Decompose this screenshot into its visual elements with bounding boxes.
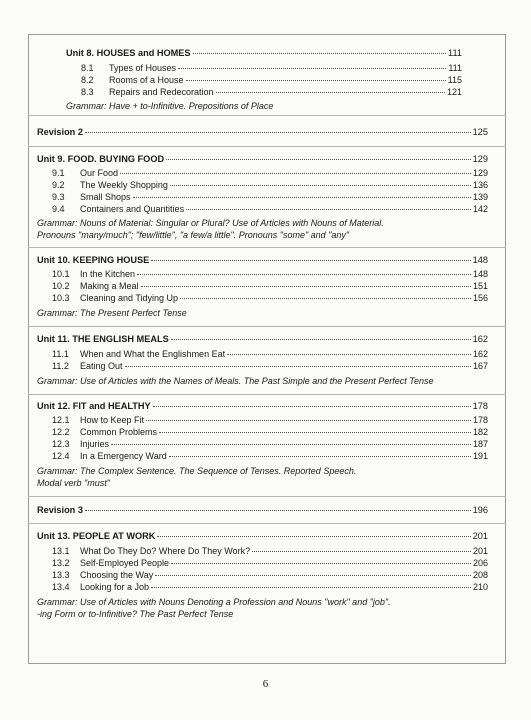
dot-leader xyxy=(111,444,471,445)
grammar-note: Pronouns "many/much"; "few/little", "a few/a little". Pronouns "some" and "any" xyxy=(37,230,350,240)
unit-page: 129 xyxy=(472,154,488,164)
toc-entry xyxy=(52,545,488,557)
entry-page: 206 xyxy=(472,558,488,568)
entry-number: 13.1 xyxy=(52,546,70,556)
toc-entry xyxy=(52,360,488,372)
entry-number: 12.2 xyxy=(52,427,70,437)
entry-title: Injuries xyxy=(80,439,110,449)
dot-leader xyxy=(169,456,471,457)
revision-title: Revision 3 xyxy=(37,505,83,515)
entry-title: In a Emergency Ward xyxy=(80,451,167,461)
dot-leader xyxy=(171,563,471,564)
dot-leader xyxy=(85,510,471,511)
entry-page: 208 xyxy=(472,570,488,580)
dot-leader xyxy=(159,432,471,433)
dot-leader xyxy=(125,366,471,367)
entry-title: Cleaning and Tidying Up xyxy=(80,293,179,303)
toc-entry xyxy=(52,581,488,593)
dot-leader xyxy=(137,274,471,275)
dot-leader xyxy=(252,551,471,552)
entry-page: 129 xyxy=(472,168,488,178)
section-divider xyxy=(28,523,506,524)
revision-page: 196 xyxy=(472,505,488,515)
entry-number: 13.4 xyxy=(52,582,70,592)
unit-page: 201 xyxy=(472,531,488,541)
toc-entry xyxy=(52,280,488,292)
entry-number: 9.2 xyxy=(52,180,65,190)
entry-number: 8.2 xyxy=(81,75,94,85)
grammar-note: Grammar: The Complex Sentence. The Sequence of Tenses. Reported Speech. xyxy=(37,466,357,476)
entry-page: 115 xyxy=(447,75,462,85)
dot-leader xyxy=(171,339,471,340)
toc-entry xyxy=(52,167,488,179)
entry-title: Small Shops xyxy=(80,192,131,202)
entry-page: 136 xyxy=(472,180,488,190)
toc-entry xyxy=(52,268,488,280)
toc-entry xyxy=(81,86,462,98)
entry-title: Repairs and Redecoration xyxy=(109,87,214,97)
entry-number: 12.4 xyxy=(52,451,70,461)
entry-number: 12.1 xyxy=(52,415,70,425)
dot-leader xyxy=(85,132,471,133)
page-number: 6 xyxy=(262,678,269,690)
entry-page: 142 xyxy=(472,204,488,214)
entry-title: Types of Houses xyxy=(109,63,177,73)
dot-leader xyxy=(170,185,471,186)
dot-leader xyxy=(180,298,471,299)
grammar-note: Grammar: Have + to-Infinitive. Prepositions of Place xyxy=(66,101,274,111)
dot-leader xyxy=(216,92,445,93)
grammar-note: Grammar: Use of Articles with the Names of Meals. The Past Simple and the Present Perfect Tense xyxy=(37,376,434,386)
toc-entry xyxy=(52,203,488,215)
entry-page: 167 xyxy=(472,361,488,371)
entry-number: 9.4 xyxy=(52,204,65,214)
toc-entry xyxy=(52,569,488,581)
section-divider xyxy=(28,496,506,497)
unit-title: Unit 8. HOUSES and HOMES xyxy=(66,48,191,58)
entry-page: 178 xyxy=(472,415,488,425)
entry-title: Containers and Quantities xyxy=(80,204,185,214)
section-divider xyxy=(28,146,506,147)
entry-number: 9.1 xyxy=(52,168,65,178)
entry-page: 162 xyxy=(472,349,488,359)
entry-title: Our Food xyxy=(80,168,119,178)
toc-entry xyxy=(52,450,488,462)
grammar-note: -ing Form or to-Infinitive? The Past Perfect Tense xyxy=(37,609,234,619)
entry-number: 13.2 xyxy=(52,558,70,568)
unit-title: Unit 13. PEOPLE AT WORK xyxy=(37,531,156,541)
entry-title: Making a Meal xyxy=(80,281,139,291)
toc-entry xyxy=(52,557,488,569)
entry-page: 139 xyxy=(472,192,488,202)
dot-leader xyxy=(193,53,446,54)
entry-title: Looking for a Job xyxy=(80,582,150,592)
dot-leader xyxy=(186,80,446,81)
entry-number: 9.3 xyxy=(52,192,65,202)
dot-leader xyxy=(186,209,471,210)
entry-number: 11.2 xyxy=(52,361,69,371)
entry-title: Self-Employed People xyxy=(80,558,170,568)
entry-title: When and What the Englishmen Eat xyxy=(80,349,226,359)
unit-title: Unit 9. FOOD. BUYING FOOD xyxy=(37,154,165,164)
dot-leader xyxy=(133,197,471,198)
toc-entry xyxy=(52,191,488,203)
section-divider xyxy=(28,247,506,248)
entry-page: 156 xyxy=(472,293,488,303)
unit-title: Unit 11. THE ENGLISH MEALS xyxy=(37,334,169,344)
entry-number: 10.3 xyxy=(52,293,70,303)
unit-heading xyxy=(66,47,462,59)
entry-number: 13.3 xyxy=(52,570,70,580)
unit-page: 162 xyxy=(472,334,488,344)
unit-heading xyxy=(37,530,488,542)
toc-entry xyxy=(52,348,488,360)
entry-number: 8.3 xyxy=(81,87,94,97)
dot-leader xyxy=(151,260,470,261)
entry-page: 201 xyxy=(472,546,488,556)
toc-entry xyxy=(52,438,488,450)
toc-entry xyxy=(81,62,462,74)
entry-page: 148 xyxy=(472,269,488,279)
unit-heading xyxy=(37,153,488,165)
entry-page: 187 xyxy=(472,439,488,449)
unit-title: Unit 10. KEEPING HOUSE xyxy=(37,255,150,265)
entry-page: 210 xyxy=(472,582,488,592)
dot-leader xyxy=(151,587,471,588)
entry-title: Rooms of a House xyxy=(109,75,184,85)
dot-leader xyxy=(155,575,471,576)
entry-number: 12.3 xyxy=(52,439,70,449)
section-divider xyxy=(28,115,506,116)
unit-heading xyxy=(37,254,488,266)
section-divider xyxy=(28,394,506,395)
dot-leader xyxy=(120,173,471,174)
toc-entry xyxy=(52,426,488,438)
entry-number: 10.1 xyxy=(52,269,70,279)
revision-page: 125 xyxy=(472,127,488,137)
grammar-note: Grammar: The Present Perfect Tense xyxy=(37,308,187,318)
revision-title: Revision 2 xyxy=(37,127,83,137)
dot-leader xyxy=(227,354,471,355)
entry-page: 151 xyxy=(472,281,488,291)
entry-number: 11.1 xyxy=(52,349,69,359)
unit-heading xyxy=(37,400,488,412)
toc-entry xyxy=(81,74,462,86)
entry-title: Eating Out xyxy=(80,361,123,371)
dot-leader xyxy=(166,159,471,160)
entry-page: 111 xyxy=(448,63,462,73)
entry-title: Choosing the Way xyxy=(80,570,154,580)
toc-entry xyxy=(52,292,488,304)
entry-title: The Weekly Shopping xyxy=(80,180,168,190)
grammar-note: Grammar: Use of Articles with Nouns Denoting a Profession and Nouns "work" and "job". xyxy=(37,597,391,607)
unit-title: Unit 12. FIT and HEALTHY xyxy=(37,401,151,411)
dot-leader xyxy=(153,406,471,407)
dot-leader xyxy=(146,420,471,421)
entry-page: 182 xyxy=(472,427,488,437)
toc-entry xyxy=(52,414,488,426)
entry-title: What Do They Do? Where Do They Work? xyxy=(80,546,251,556)
unit-heading xyxy=(37,333,488,345)
revision-heading xyxy=(37,126,488,138)
entry-number: 10.2 xyxy=(52,281,70,291)
entry-title: Common Problems xyxy=(80,427,158,437)
unit-page: 148 xyxy=(472,255,488,265)
toc-entry xyxy=(52,179,488,191)
entry-page: 121 xyxy=(446,87,462,97)
entry-number: 8.1 xyxy=(81,63,94,73)
unit-page: 111 xyxy=(448,48,462,58)
section-divider xyxy=(28,326,506,327)
revision-heading xyxy=(37,504,488,516)
grammar-note: Modal verb "must" xyxy=(37,478,110,488)
grammar-note: Grammar: Nouns of Material: Singular or Plural? Use of Articles with Nouns of Material. xyxy=(37,218,384,228)
entry-page: 191 xyxy=(472,451,488,461)
dot-leader xyxy=(157,536,470,537)
dot-leader xyxy=(141,286,471,287)
dot-leader xyxy=(178,68,446,69)
unit-page: 178 xyxy=(472,401,488,411)
entry-title: In the Kitchen xyxy=(80,269,136,279)
entry-title: How to Keep Fit xyxy=(80,415,145,425)
